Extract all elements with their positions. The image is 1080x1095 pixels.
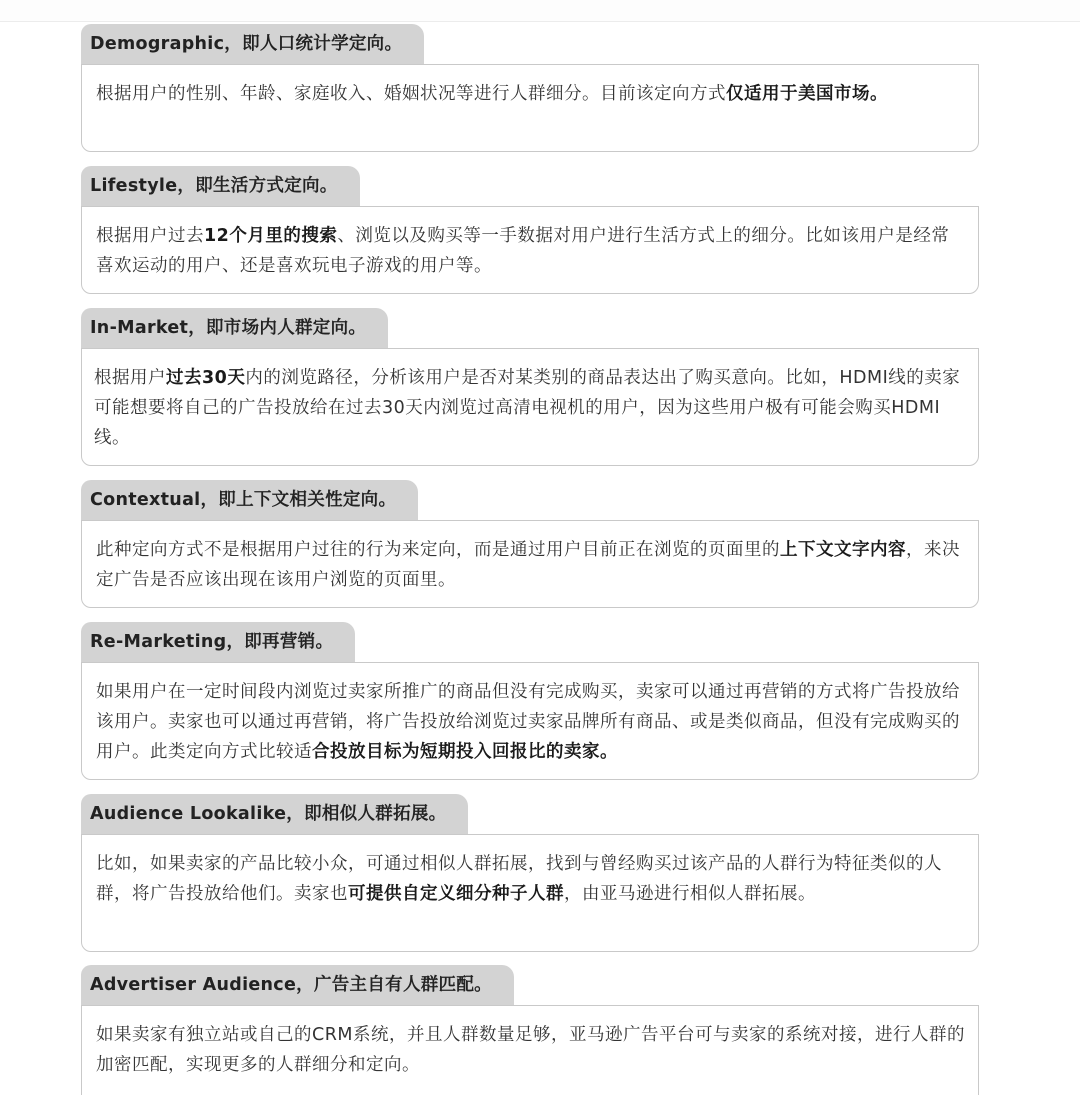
section-title: In-Market，即市场内人群定向。 xyxy=(81,308,388,348)
section-body: 根据用户过去12个月里的搜索、浏览以及购买等一手数据对用户进行生活方式上的细分。比如该用户是经常喜欢运动的用户、还是喜欢玩电子游戏的用户等。 xyxy=(81,206,979,294)
section-audience-lookalike xyxy=(81,794,979,952)
top-bar xyxy=(0,0,1080,22)
section-title: Advertiser Audience，广告主自有人群匹配。 xyxy=(81,965,514,1005)
section-in-market xyxy=(81,308,979,466)
section-title: Contextual，即上下文相关性定向。 xyxy=(81,480,418,520)
section-body: 如果用户在一定时间段内浏览过卖家所推广的商品但没有完成购买，卖家可以通过再营销的方式将广告投放给该用户。卖家也可以通过再营销，将广告投放给浏览过卖家品牌所有商品、或是类似商品，但没有完成购买的用户。此类定向方式比较适合投放目标为短期投入回报比的卖家。 xyxy=(81,662,979,780)
section-body: 根据用户过去30天内的浏览路径，分析该用户是否对某类别的商品表达出了购买意向。比如，HDMI线的卖家可能想要将自己的广告投放给在过去30天内浏览过高清电视机的用户，因为这些用户极有可能会购买HDMI线。 xyxy=(81,348,979,466)
section-title: Lifestyle，即生活方式定向。 xyxy=(81,166,360,206)
section-body: 如果卖家有独立站或自己的CRM系统，并且人群数量足够，亚马逊广告平台可与卖家的系统对接，进行人群的加密匹配，实现更多的人群细分和定向。 xyxy=(81,1005,979,1095)
section-title: Re-Marketing，即再营销。 xyxy=(81,622,355,662)
section-demographic xyxy=(81,24,979,152)
section-body: 此种定向方式不是根据用户过往的行为来定向，而是通过用户目前正在浏览的页面里的上下文文字内容，来决定广告是否应该出现在该用户浏览的页面里。 xyxy=(81,520,979,608)
section-body: 比如，如果卖家的产品比较小众，可通过相似人群拓展，找到与曾经购买过该产品的人群行为特征类似的人群，将广告投放给他们。卖家也可提供自定义细分种子人群，由亚马逊进行相似人群拓展。 xyxy=(81,834,979,952)
section-re-marketing xyxy=(81,622,979,780)
section-body: 根据用户的性别、年龄、家庭收入、婚姻状况等进行人群细分。目前该定向方式仅适用于美国市场。 xyxy=(81,64,979,152)
section-title: Demographic，即人口统计学定向。 xyxy=(81,24,424,64)
section-contextual xyxy=(81,480,979,608)
section-title: Audience Lookalike，即相似人群拓展。 xyxy=(81,794,468,834)
section-lifestyle xyxy=(81,166,979,294)
section-advertiser-audience xyxy=(81,965,979,1085)
